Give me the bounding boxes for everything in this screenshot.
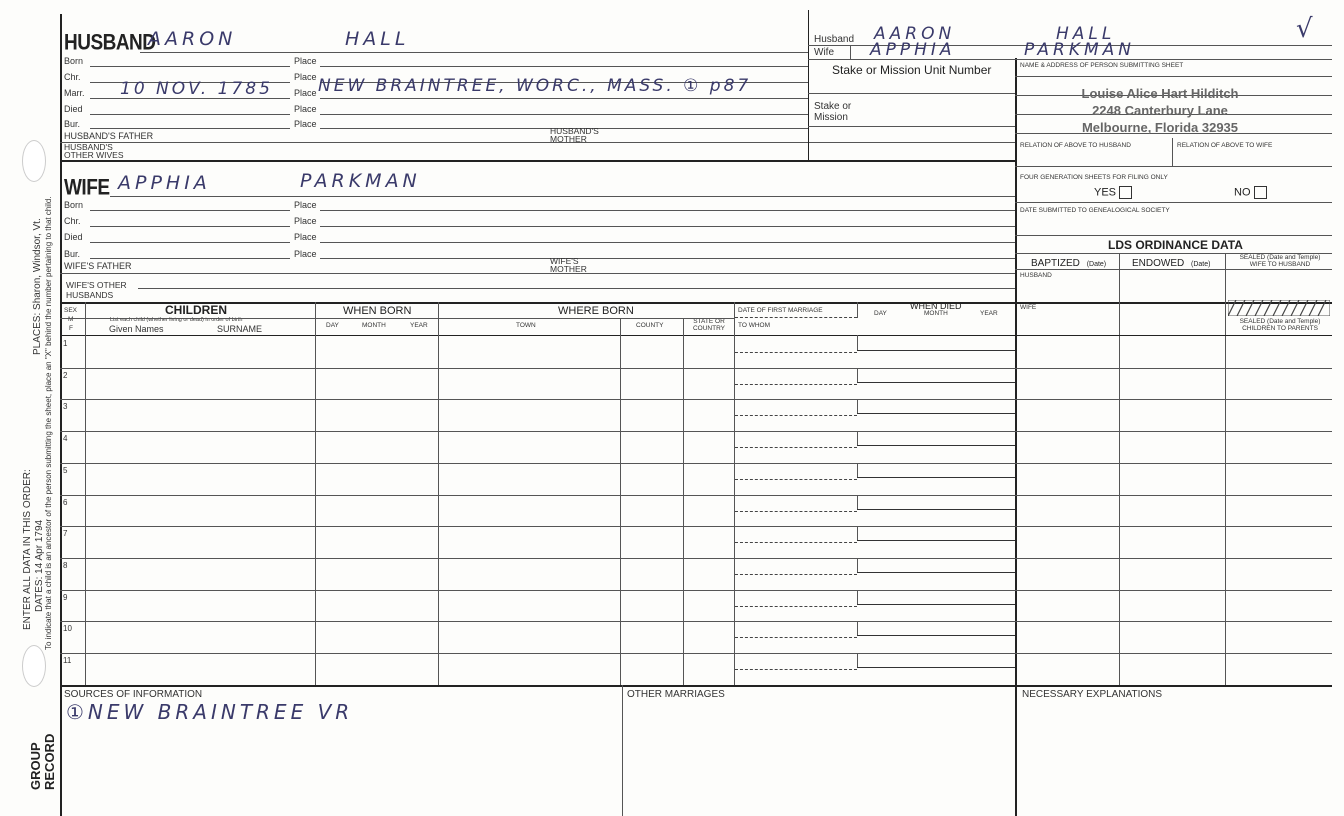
to-whom-label: TO WHOM	[738, 322, 771, 329]
wife-chr-label: Chr.	[64, 216, 81, 226]
children-table-bottom	[60, 685, 1332, 687]
marriage-place[interactable]: NEW BRAINTREE, WORC., MASS. ① p87	[318, 76, 752, 96]
right-wife-line	[808, 59, 1332, 60]
f-label: F	[69, 325, 73, 332]
wife-name-line	[110, 196, 1015, 197]
child-row-number: 10	[63, 624, 72, 634]
child-row-number: 11	[63, 656, 72, 665]
no-option[interactable]	[1234, 186, 1267, 199]
died-month-label: MONTH	[924, 310, 948, 317]
husband-died-line	[90, 114, 290, 115]
child-row-line	[60, 431, 1332, 432]
child-marriage-dash	[735, 447, 857, 448]
child-died-divider	[857, 621, 858, 636]
relation-wife-label: RELATION OF ABOVE TO WIFE	[1177, 142, 1273, 149]
sealed-wife-header	[1228, 254, 1332, 268]
right-wife-label-divider	[850, 45, 851, 59]
child-row-number: 6	[63, 497, 68, 507]
child-died-line	[857, 635, 1015, 636]
wife-heading: WIFE	[64, 176, 110, 201]
ordinance-col-2	[1225, 253, 1226, 685]
ordinance-husband-label: HUSBAND	[1020, 272, 1052, 279]
wife-given-name[interactable]: APPHIA	[118, 172, 211, 194]
yes-checkbox[interactable]	[1119, 186, 1132, 199]
children-note: List each child (whether living or dead) in order of birth	[110, 317, 243, 323]
husband-surname[interactable]: HALL	[345, 28, 410, 50]
husbands-father-label: HUSBAND'S FATHER	[64, 131, 154, 141]
husband-died-place-line	[320, 114, 808, 115]
child-row-line	[60, 590, 1332, 591]
wifes-father-line	[60, 273, 1015, 274]
wife-chr-place-line	[320, 226, 1015, 227]
yes-option[interactable]	[1094, 186, 1132, 199]
right-header-divider	[808, 10, 809, 160]
husbands-other-wives-label: HUSBAND'S OTHER WIVES	[64, 142, 124, 160]
husbands-father-line	[60, 142, 1015, 143]
submitter-street: 2248 Canterbury Lane	[1092, 103, 1228, 118]
relation-husband-label: RELATION OF ABOVE TO HUSBAND	[1020, 142, 1131, 149]
died-day-label: DAY	[874, 310, 887, 317]
date-submitted-line	[1015, 235, 1332, 236]
child-row-line	[60, 368, 1332, 369]
child-row-line	[60, 526, 1332, 527]
husband-born-line	[90, 66, 290, 67]
baptized-header	[1031, 258, 1106, 269]
margin-enter-all: ENTER ALL DATA IN THIS ORDER:	[22, 469, 33, 630]
child-marriage-dash	[735, 669, 857, 670]
child-died-line	[857, 477, 1015, 478]
husband-chr-place-label: Place	[294, 72, 317, 82]
sources-value[interactable]: ①NEW BRAINTREE VR	[66, 700, 354, 724]
punch-hole-top	[22, 140, 46, 182]
husband-heading: HUSBAND	[64, 31, 156, 56]
margin-dates: DATES: 14 Apr 1794	[34, 519, 45, 612]
child-row-line	[60, 495, 1332, 496]
stake-label: Stake or	[814, 101, 852, 112]
child-marriage-dash	[735, 511, 857, 512]
wifes-other-husbands-label: WIFE'S OTHER HUSBANDS	[66, 280, 127, 300]
wife-born-place-line	[320, 210, 1015, 211]
husband-marr-label: Marr.	[64, 88, 85, 98]
col-died	[857, 302, 858, 318]
marriage-date[interactable]: 10 NOV. 1785	[120, 79, 273, 99]
born-day-label: DAY	[326, 322, 339, 329]
child-row-number: 9	[63, 592, 68, 602]
husband-marr-place-line	[320, 98, 808, 99]
punch-hole-bottom	[22, 645, 46, 687]
born-year-label: YEAR	[410, 322, 428, 329]
right-wife-label: Wife	[814, 47, 834, 58]
right-husband-label: Husband	[814, 34, 855, 45]
child-marriage-dash	[735, 637, 857, 638]
form-left-border	[60, 14, 62, 816]
wife-surname[interactable]: PARKMAN	[300, 170, 421, 192]
husband-marr-line	[90, 98, 290, 99]
col-when-born	[438, 302, 439, 685]
child-row-line	[60, 653, 1332, 654]
sealed-children-header	[1228, 318, 1332, 332]
stake-unit-label: Stake or Mission Unit Number	[832, 63, 992, 77]
when-died-label: WHEN DIED	[910, 301, 962, 311]
husband-died-label: Died	[64, 104, 83, 114]
child-marriage-dash	[735, 415, 857, 416]
state-header	[684, 318, 734, 332]
wife-died-place-label: Place	[294, 232, 317, 242]
relation-divider	[1172, 138, 1173, 166]
child-died-divider	[857, 526, 858, 541]
child-marriage-dash	[735, 542, 857, 543]
child-row-number: 3	[63, 402, 68, 412]
husband-bur-line	[90, 128, 290, 129]
state-label-2: COUNTRY	[692, 325, 726, 332]
child-died-line	[857, 604, 1015, 605]
child-marriage-dash	[735, 606, 857, 607]
wife-born-line	[90, 210, 290, 211]
right-panel-divider	[1015, 58, 1017, 816]
baptized-label: BAPTIZED	[1031, 258, 1080, 269]
sealed-wife-label-2: WIFE TO HUSBAND	[1249, 261, 1311, 268]
first-marriage-label: DATE OF FIRST MARRIAGE	[738, 307, 823, 314]
husband-chr-label: Chr.	[64, 72, 81, 82]
county-label: COUNTY	[636, 322, 664, 329]
first-marriage-dash	[735, 317, 857, 318]
sealed-wife-label-1: SEALED (Date and Temple)	[1239, 254, 1321, 261]
submitter-name: Louise Alice Hart Hilditch	[1081, 86, 1239, 101]
husband-name-line	[140, 52, 808, 53]
child-died-line	[857, 572, 1015, 573]
wife-born-place-label: Place	[294, 200, 317, 210]
child-row-line	[60, 463, 1332, 464]
child-marriage-dash	[735, 574, 857, 575]
mission-label: Mission	[814, 112, 848, 123]
child-row-number: 5	[63, 465, 68, 475]
child-died-divider	[857, 558, 858, 573]
wifes-mother-label: WIFE'S MOTHER	[550, 256, 587, 274]
child-died-divider	[857, 590, 858, 605]
husband-section-bottom	[60, 160, 1015, 162]
husband-bur-place-label: Place	[294, 119, 317, 129]
right-wife-surname[interactable]: PARKMAN	[1024, 40, 1136, 60]
no-label: NO	[1234, 186, 1251, 199]
children-header-bottom	[60, 335, 1332, 336]
ordinance-col-1	[1119, 253, 1120, 685]
ordinance-title: LDS ORDINANCE DATA	[1108, 238, 1243, 252]
no-checkbox[interactable]	[1254, 186, 1267, 199]
children-subheader-line	[60, 318, 734, 319]
where-born-label: WHERE BORN	[558, 305, 634, 317]
submitter-city: Melbourne, Florida 32935	[1081, 120, 1239, 135]
given-names-label: Given Names	[109, 324, 164, 334]
town-label: TOWN	[516, 322, 536, 329]
child-marriage-dash	[735, 479, 857, 480]
wife-bur-label: Bur.	[64, 249, 81, 259]
husband-bur-label: Bur.	[64, 119, 81, 129]
child-died-divider	[857, 495, 858, 510]
died-year-label: YEAR	[980, 310, 998, 317]
wife-section-bottom	[60, 302, 1332, 304]
when-born-label: WHEN BORN	[343, 305, 412, 317]
col-town	[620, 318, 621, 685]
margin-places: PLACES: Sharon, Windsor, Vt.	[32, 218, 43, 355]
stake-unit-line	[808, 93, 1015, 94]
child-died-line	[857, 667, 1015, 668]
wife-born-label: Born	[64, 200, 84, 210]
born-month-label: MONTH	[362, 322, 386, 329]
margin-instruction: To indicate that a child is an ancestor of the person submitting the sheet, place an "X" behind the number pertaining to that child.	[44, 196, 53, 650]
footer-divider-1	[622, 685, 623, 816]
margin-group: GROUP	[28, 742, 43, 790]
husband-given-name[interactable]: AARON	[148, 28, 237, 50]
col-children	[315, 302, 316, 685]
child-row-number: 4	[63, 434, 68, 444]
submitter-line-1	[1015, 76, 1332, 77]
husband-born-place-line	[320, 66, 808, 67]
husband-marr-place-label: Place	[294, 88, 317, 98]
child-died-line	[857, 540, 1015, 541]
sealed-children-label-2: CHILDREN TO PARENTS	[1242, 325, 1318, 332]
ordinance-header-line	[1015, 269, 1332, 270]
endowed-header	[1132, 258, 1210, 269]
child-died-line	[857, 382, 1015, 383]
surname-label: SURNAME	[217, 324, 263, 334]
child-row-number: 2	[63, 370, 68, 380]
baptized-date-label: (Date)	[1086, 261, 1107, 268]
relation-line	[1015, 166, 1332, 167]
m-label: M	[68, 316, 74, 323]
hatched-box	[1228, 300, 1330, 316]
wifes-other-husbands-line	[138, 288, 1015, 289]
right-wife-given[interactable]: APPHIA	[870, 40, 956, 60]
child-row-line	[60, 399, 1332, 400]
child-died-line	[857, 509, 1015, 510]
wife-died-line	[90, 242, 290, 243]
submitter-label: NAME & ADDRESS OF PERSON SUBMITTING SHEET	[1020, 62, 1184, 69]
sources-label: SOURCES OF INFORMATION	[64, 689, 203, 700]
necessary-explanations-label: NECESSARY EXPLANATIONS	[1022, 689, 1163, 700]
wife-chr-place-label: Place	[294, 216, 317, 226]
child-died-line	[857, 350, 1015, 351]
stake-line	[808, 126, 1015, 127]
child-died-divider	[857, 368, 858, 383]
child-died-divider	[857, 335, 858, 350]
child-row-number: 1	[63, 339, 68, 348]
date-submitted-label: DATE SUBMITTED TO GENEALOGICAL SOCIETY	[1020, 207, 1170, 214]
margin-record: RECORD	[42, 733, 57, 790]
wifes-father-label: WIFE'S FATHER	[64, 261, 132, 271]
endowed-label: ENDOWED	[1132, 258, 1185, 269]
checkmark: √	[1296, 14, 1317, 44]
child-died-line	[857, 445, 1015, 446]
col-sex	[85, 302, 86, 685]
submitter-stamp	[1040, 85, 1280, 136]
husband-born-place-label: Place	[294, 56, 317, 66]
child-row-line	[60, 558, 1332, 559]
child-died-divider	[857, 399, 858, 414]
sex-label: SEX	[64, 307, 78, 314]
col-county	[683, 318, 684, 685]
wife-bur-place-line	[320, 258, 1015, 259]
wife-died-place-line	[320, 242, 1015, 243]
wife-chr-line	[90, 226, 290, 227]
child-row-line	[60, 621, 1332, 622]
wife-bur-line	[90, 258, 290, 259]
other-marriages-label: OTHER MARRIAGES	[627, 689, 725, 700]
child-marriage-dash	[735, 384, 857, 385]
right-husband-surname[interactable]: HALL	[1056, 24, 1116, 44]
yes-label: YES	[1094, 186, 1117, 199]
husband-born-label: Born	[64, 56, 84, 66]
ordinance-wife-label: WIFE	[1020, 304, 1037, 311]
child-died-divider	[857, 653, 858, 668]
child-row-number: 8	[63, 560, 68, 570]
child-died-line	[857, 413, 1015, 414]
child-died-divider	[857, 463, 858, 478]
wife-died-label: Died	[64, 232, 83, 242]
right-husband-given[interactable]: AARON	[874, 24, 956, 44]
child-died-divider	[857, 431, 858, 446]
endowed-date-label: (Date)	[1191, 261, 1211, 268]
sealed-children-label-1: SEALED (Date and Temple)	[1239, 318, 1321, 325]
husbands-mother-label: HUSBAND'S MOTHER	[550, 126, 599, 144]
child-row-number: 7	[63, 529, 68, 539]
four-gen-label: FOUR GENERATION SHEETS FOR FILING ONLY	[1020, 174, 1168, 181]
husband-died-place-label: Place	[294, 104, 317, 114]
children-label: CHILDREN	[165, 303, 227, 317]
col-where-born	[734, 302, 735, 685]
state-label-1: STATE OR	[693, 318, 725, 325]
wife-bur-place-label: Place	[294, 249, 317, 259]
child-marriage-dash	[735, 352, 857, 353]
four-gen-line	[1015, 202, 1332, 203]
